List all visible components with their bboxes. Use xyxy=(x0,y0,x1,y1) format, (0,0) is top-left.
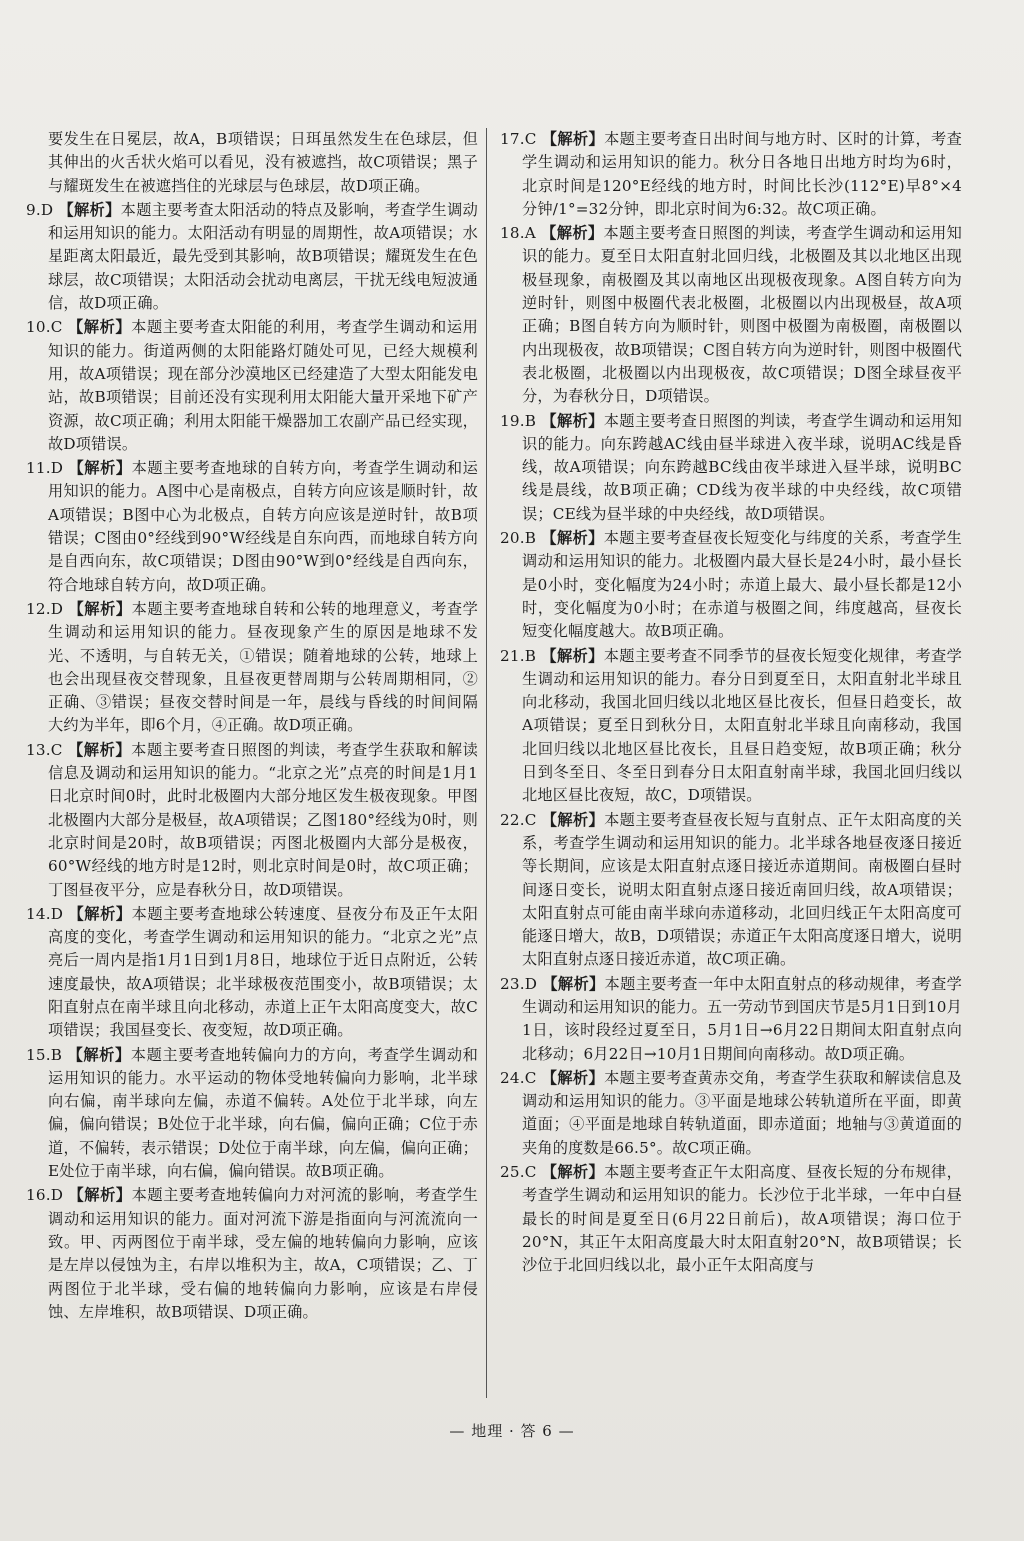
column-divider xyxy=(486,128,487,1398)
analysis-text: 本题主要考查昼夜长短变化与纬度的关系，考查学生调动和运用知识的能力。北极圈内最大昼长是24小时，最小昼长是0小时，变化幅度为24小时；赤道上最大、最小昼长都是12小时，变化幅度为0小时；在赤道与极圈之间，纬度越高，昼夜长短变化幅度越大。故B项正确。 xyxy=(522,529,962,641)
answer-item xyxy=(26,457,478,597)
answer-item xyxy=(500,645,962,808)
analysis-text: 本题主要考查日出时间与地方时、区时的计算，考查学生调动和运用知识的能力。秋分日各地日出地方时均为6时，北京时间是120°E经线的地方时，时间比长沙(112°E)早8°×4分钟/1°=32分钟，即北京时间为6:32。故C项正确。 xyxy=(522,130,962,218)
answer-item xyxy=(500,809,962,972)
analysis-text: 本题主要考查日照图的判读，考查学生获取和解读信息及调动和运用知识的能力。“北京之光”点亮的时间是1月1日北京时间0时，此时北极圈内大部分地区发生极夜现象。甲图北极圈内大部分是极昼，故A项错误；乙图180°经线为0时，则北京时间是20时，故B项错误；丙图北极圈内大部分是极夜，60°W经线的地方时是12时，则北京时间是0时，故C项正确；丁图昼夜平分，应是春秋分日，故D项错误。 xyxy=(48,740,478,899)
analysis-text: 本题主要考查一年中太阳直射点的移动规律，考查学生调动和运用知识的能力。五一劳动节到国庆节是5月1日到10月1日，该时段经过夏至日，5月1日→6月22日期间太阳直射点向北移动；6月22日→10月1日期间向南移动。故D项正确。 xyxy=(522,974,962,1063)
answer-item xyxy=(26,316,478,456)
answer-number: 24.C xyxy=(500,1068,537,1087)
answer-number: 16.D xyxy=(26,1186,64,1205)
page-footer: — 地理 · 答 6 — xyxy=(449,1422,575,1440)
answer-item xyxy=(500,222,962,408)
analysis-text: 本题主要考查黄赤交角，考查学生获取和解读信息及调动和运用知识的能力。③平面是地球公转轨道所在平面，即黄道面；④平面是地球自转轨道面，即赤道面；地轴与③黄道面的夹角的度数是66.5°。故C项正确。 xyxy=(522,1068,962,1157)
analysis-text: 本题主要考查正午太阳高度、昼夜长短的分布规律，考查学生调动和运用知识的能力。长沙位于北半球，一年中白昼最长的时间是夏至日(6月22日前后)，故A项错误；海口位于20°N，其正午太阳高度最大时太阳直射20°N，故B项错误；长沙位于北回归线以北，最小正午太阳高度与 xyxy=(522,1163,962,1275)
analysis-tag: 【解析】 xyxy=(541,411,604,430)
analysis-tag: 【解析】 xyxy=(67,1045,131,1064)
answer-item xyxy=(500,410,962,526)
answer-number: 9.D xyxy=(26,200,54,219)
analysis-text: 本题主要考查日照图的判读，考查学生调动和运用知识的能力。向东跨越AC线由昼半球进入夜半球，说明AC线是昏线，故A项错误；向东跨越BC线由夜半球进入昼半球，说明BC线是晨线，故B项正确；CD线为夜半球的中央经线，故C项错误；CE线为昼半球的中央经线，故D项错误。 xyxy=(522,411,962,523)
left-column xyxy=(26,128,478,1325)
answer-item xyxy=(26,1184,478,1324)
analysis-tag: 【解析】 xyxy=(541,529,604,548)
analysis-text: 本题主要考查不同季节的昼夜长短变化规律，考查学生调动和运用知识的能力。春分日到夏至日，太阳直射北半球且向北移动，我国北回归线以北地区昼比夜长，但昼日趋变长，故A项错误；夏至日到秋分日，太阳直射北半球且向南移动，我国北回归线以北地区昼比夜长，且昼日趋变短，故B项正确；秋分日到冬至日、冬至日到春分日太阳直射南半球，我国北回归线以北地区昼比夜短，故C，D项错误。 xyxy=(522,646,962,805)
left-items xyxy=(26,199,478,1324)
answer-item xyxy=(26,1044,478,1184)
analysis-text: 本题主要考查地球自转和公转的地理意义，考查学生调动和运用知识的能力。昼夜现象产生的原因是地球不发光、不透明，与自转无关，①错误；随着地球的公转，地球上也会出现昼夜交替现象，且昼夜更替周期与公转周期相同，②正确、③错误；昼夜交替时间是一年，晨线与昏线的时间间隔大约为半年，即6个月，④正确。故D项正确。 xyxy=(48,599,478,735)
right-column xyxy=(500,128,962,1279)
analysis-tag: 【解析】 xyxy=(58,200,121,219)
analysis-tag: 【解析】 xyxy=(68,459,132,478)
analysis-tag: 【解析】 xyxy=(68,1186,132,1205)
analysis-tag: 【解析】 xyxy=(541,646,604,665)
answer-number: 22.C xyxy=(500,810,537,829)
answer-item xyxy=(26,199,478,315)
answer-number: 11.D xyxy=(26,459,64,478)
answer-number: 17.C xyxy=(500,130,537,148)
answer-item xyxy=(500,128,962,221)
answer-number: 25.C xyxy=(500,1163,537,1182)
answer-item xyxy=(500,527,962,643)
analysis-tag: 【解析】 xyxy=(68,904,132,923)
analysis-tag: 【解析】 xyxy=(68,599,132,618)
analysis-tag: 【解析】 xyxy=(541,810,605,829)
answer-item xyxy=(26,739,478,902)
analysis-tag: 【解析】 xyxy=(541,224,604,243)
analysis-text: 本题主要考查地转偏向力的方向，考查学生调动和运用知识的能力。水平运动的物体受地转偏向力影响，北半球向右偏，南半球向左偏，赤道不偏转。A处位于北半球，向左偏，偏向错误；B处位于北半球，向右偏，偏向正确；C位于赤道，不偏转，表示错误；D处位于南半球，向左偏，偏向正确；E处位于南半球，向右偏，偏向错误。故B项正确。 xyxy=(48,1045,479,1181)
analysis-text: 本题主要考查太阳活动的特点及影响，考查学生调动和运用知识的能力。太阳活动有明显的周期性，故A项错误；水星距离太阳最近，最先受到其影响，故B项错误；耀斑发生在色球层，故C项错误；太阳活动会扰动电离层，干扰无线电短波通信，故D项正确。 xyxy=(48,200,478,313)
analysis-text: 本题主要考查地球的自转方向，考查学生调动和运用知识的能力。A图中心是南极点，自转方向应该是顺时针，故A项错误；B图中心为北极点，自转方向应该是逆时针，故B项错误；C图由0°经线到90°W经线是自东向西，而地球自转方向是自西向东，故C项错误；D图由90°W到0°经线是自西向东，符合地球自转方向，故D项正确。 xyxy=(48,459,478,594)
right-items xyxy=(500,128,962,1278)
analysis-tag: 【解析】 xyxy=(68,318,132,337)
continuation-text: 要发生在日冕层，故A，B项错误；日珥虽然发生在色球层，但其伸出的火舌状火焰可以看见，没有被遮挡，故C项错误；黑子与耀斑发生在被遮挡住的光球层与色球层，故D项正确。 xyxy=(48,130,478,195)
analysis-text: 本题主要考查地球公转速度、昼夜分布及正午太阳高度的变化，考查学生调动和运用知识的能力。“北京之光”点亮后一周内是指1月1日到1月8日，地球位于近日点附近，公转速度最快，故A项错误；北半球极夜范围变小，故B项错误；太阳直射点在南半球且向北移动，赤道上正午太阳高度变大，故C项错误；我国昼变长、夜变短，故D项正确。 xyxy=(48,904,478,1040)
analysis-tag: 【解析】 xyxy=(541,1068,605,1087)
answer-number: 19.B xyxy=(500,411,537,430)
answer-item xyxy=(26,598,478,738)
analysis-text: 本题主要考查太阳能的利用，考查学生调动和运用知识的能力。街道两侧的太阳能路灯随处可见，已经大规模利用，故A项错误；现在部分沙漠地区已经建造了大型太阳能发电站，故B项错误；目前还没有实现利用太阳能大量开采地下矿产资源，故C项正确；利用太阳能干燥器加工农副产品已经实现，故D项错误。 xyxy=(48,318,478,453)
answer-number: 14.D xyxy=(26,904,64,923)
answer-item xyxy=(500,1161,962,1277)
answer-number: 10.C xyxy=(26,318,63,337)
analysis-tag: 【解析】 xyxy=(68,740,132,759)
analysis-text: 本题主要考查昼夜长短与直射点、正午太阳高度的关系，考查学生调动和运用知识的能力。北半球各地昼夜逐日接近等长期间，应该是太阳直射点逐日接近赤道期间。南极圈白昼时间逐日变长，说明太阳直射点逐日接近南回归线，故A项错误；太阳直射点可能由南半球向赤道移动，北回归线正午太阳高度可能逐日增大，故B，D项错误；赤道正午太阳高度逐日增大，说明太阳直射点逐日接近赤道，故C项正确。 xyxy=(522,810,962,969)
answer-number: 21.B xyxy=(500,646,537,665)
analysis-text: 本题主要考查地转偏向力对河流的影响，考查学生调动和运用知识的能力。面对河流下游是指面向与河流流向一致。甲、丙两图位于南半球，受左偏的地转偏向力影响，应该是左岸以侵蚀为主，右岸以堆积为主，故A，C项错误；乙、丁两图位于北半球，受右偏的地转偏向力影响，应该是右岸侵蚀、左岸堆积，故B项错误、D项正确。 xyxy=(48,1186,478,1321)
analysis-tag: 【解析】 xyxy=(541,1163,605,1182)
answer-number: 18.A xyxy=(500,224,536,243)
answer-number: 12.D xyxy=(26,599,64,618)
answer-number: 13.C xyxy=(26,740,63,759)
analysis-tag: 【解析】 xyxy=(542,974,605,993)
analysis-text: 本题主要考查日照图的判读，考查学生调动和运用知识的能力。夏至日太阳直射北回归线，北极圈及其以北地区出现极昼现象，南极圈及其以南地区出现极夜现象。A图自转方向为逆时针，则图中极圈代表北极圈，北极圈以内出现极昼，故A项正确；B图自转方向为顺时针，则图中极圈为南极圈，南极圈以内出现极夜，故B项错误；C图自转方向为逆时针，则图中极圈代表北极圈，北极圈以内出现极夜，故C项错误；D图全球昼夜平分，为春秋分日，D项错误。 xyxy=(522,224,962,406)
answer-number: 23.D xyxy=(500,974,538,993)
answer-item xyxy=(26,903,478,1043)
answer-item xyxy=(500,1067,962,1160)
answer-number: 15.B xyxy=(26,1045,63,1064)
answer-number: 20.B xyxy=(500,529,537,548)
answer-item xyxy=(500,973,962,1066)
analysis-tag: 【解析】 xyxy=(541,130,605,148)
